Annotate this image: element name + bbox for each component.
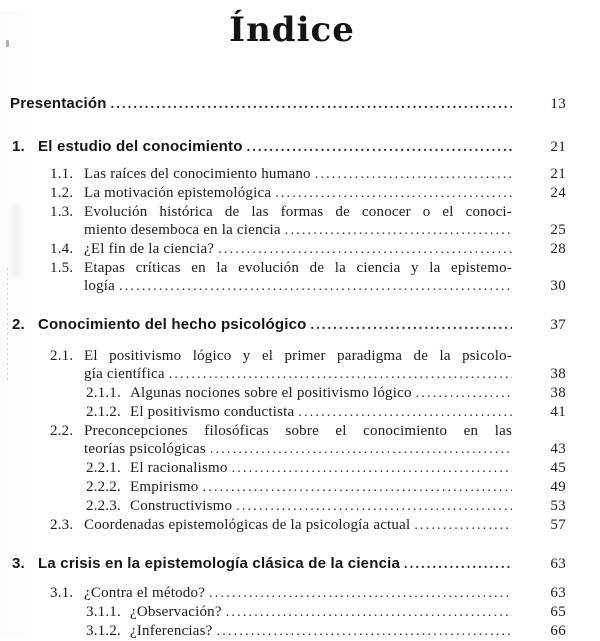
page-number: 45 xyxy=(550,460,566,476)
entry-title: ¿Contra el método? xyxy=(84,585,206,601)
entry-number: 1.4. xyxy=(50,241,74,257)
entry-number: 3.1. xyxy=(50,585,74,601)
entry-title: ¿Inferencias? xyxy=(130,623,213,639)
entry-title: Coordenadas epistemológicas de la psicología actual xyxy=(84,517,411,533)
toc-entry-3-1-2 xyxy=(0,622,600,641)
dot-leader xyxy=(247,137,512,158)
page-number: 30 xyxy=(550,278,566,294)
toc-entry-2-3 xyxy=(0,516,600,535)
entry-number: 1.1. xyxy=(50,166,74,182)
page-number: 37 xyxy=(550,317,566,333)
dot-leader xyxy=(202,478,512,497)
dot-leader xyxy=(311,315,513,336)
entry-number: 2.1.2. xyxy=(86,404,121,420)
entry-title: ¿Observación? xyxy=(130,604,222,620)
entry-title: El racionalismo xyxy=(130,460,228,476)
toc-entry-presentacion xyxy=(0,94,600,115)
entry-title: La motivación epistemológica xyxy=(84,185,272,201)
page-number: 28 xyxy=(550,241,566,257)
page-number: 25 xyxy=(550,222,566,238)
page-number: 66 xyxy=(550,623,566,639)
dot-leader xyxy=(315,165,512,184)
entry-title: Algunas nociones sobre el positivismo lógico xyxy=(130,385,412,401)
entry-number: 2.2.3. xyxy=(86,498,121,514)
entry-number: 2.2.1. xyxy=(86,460,121,476)
page-number: 43 xyxy=(550,441,566,457)
entry-number: 1.5. xyxy=(50,260,74,276)
toc-entry-2-2 xyxy=(0,422,600,440)
dot-leader xyxy=(226,603,512,622)
entry-title-line1: Etapas críticas en la evolución de la ciencia y la epistemo- xyxy=(84,260,512,276)
dot-leader xyxy=(111,94,512,115)
entry-number: 1.2. xyxy=(50,185,74,201)
entry-title: Presentación xyxy=(10,95,107,112)
toc-entry-1-3 xyxy=(0,203,600,221)
page-number: 63 xyxy=(550,556,566,572)
entry-number: 3.1.1. xyxy=(86,604,121,620)
dot-leader xyxy=(236,497,512,516)
page-number: 57 xyxy=(550,517,566,533)
entry-title-line2: logía xyxy=(84,278,115,294)
dot-leader xyxy=(298,403,512,422)
toc-entry-2-1-1 xyxy=(0,384,600,403)
dot-leader xyxy=(218,240,512,259)
page-number: 24 xyxy=(550,185,566,201)
toc-entry-2-2-cont xyxy=(0,440,600,459)
dot-leader xyxy=(232,459,512,478)
toc-entry-2-2-3 xyxy=(0,497,600,516)
page-number: 13 xyxy=(550,96,566,112)
dot-leader xyxy=(217,622,512,641)
entry-number: 1. xyxy=(12,138,25,155)
entry-number: 2.1.1. xyxy=(86,385,121,401)
toc-entry-2-1-cont xyxy=(0,365,600,384)
toc-entry-chapter-2 xyxy=(0,315,600,336)
dot-leader xyxy=(416,384,512,403)
toc-entry-2-2-1 xyxy=(0,459,600,478)
entry-title: El positivismo conductista xyxy=(130,404,295,420)
entry-title-line2: gía científica xyxy=(84,366,165,382)
entry-number: 3. xyxy=(12,555,25,572)
entry-number: 2. xyxy=(12,316,25,333)
entry-number: 2.3. xyxy=(50,517,74,533)
page-number: 38 xyxy=(550,366,566,382)
dot-leader xyxy=(209,584,512,603)
page-title: Índice xyxy=(229,10,355,50)
entry-number: 2.1. xyxy=(50,348,74,364)
page-number: 38 xyxy=(550,385,566,401)
entry-title: Empirismo xyxy=(130,479,199,495)
entry-title: Conocimiento del hecho psicológico xyxy=(38,316,307,333)
scan-artifact xyxy=(12,206,20,276)
toc-entry-3-1-1 xyxy=(0,603,600,622)
entry-title-line1: Evolución histórica de las formas de conocer o el conoci- xyxy=(84,204,512,220)
dot-leader xyxy=(285,221,512,240)
toc-entry-chapter-1 xyxy=(0,137,600,158)
entry-title-line2: miento desemboca en la ciencia xyxy=(84,222,281,238)
page-number: 53 xyxy=(550,498,566,514)
toc-entry-1-2 xyxy=(0,184,600,203)
entry-number: 2.2.2. xyxy=(86,479,121,495)
entry-number: 3.1.2. xyxy=(86,623,121,639)
dot-leader xyxy=(414,516,512,535)
page-number: 21 xyxy=(550,139,566,155)
toc-entry-2-1-2 xyxy=(0,403,600,422)
page-number: 63 xyxy=(550,585,566,601)
toc-entry-1-4 xyxy=(0,240,600,259)
entry-title: Las raíces del conocimiento humano xyxy=(84,166,311,182)
page-number: 65 xyxy=(550,604,566,620)
dot-leader xyxy=(275,184,512,203)
entry-number: 1.3. xyxy=(50,204,74,220)
toc-entry-3-1 xyxy=(0,584,600,603)
dot-leader xyxy=(210,440,512,459)
entry-title: La crisis en la epistemología clásica de la ciencia xyxy=(38,555,401,572)
toc-entry-1-1 xyxy=(0,165,600,184)
toc-entry-1-5-cont xyxy=(0,277,600,296)
scan-artifact xyxy=(7,268,8,380)
entry-title-line2: teorías psicológicas xyxy=(84,441,206,457)
toc-entry-2-1 xyxy=(0,347,600,365)
page-number: 41 xyxy=(550,404,566,420)
page-number: 49 xyxy=(550,479,566,495)
entry-number: 2.2. xyxy=(50,423,74,439)
dot-leader xyxy=(169,365,512,384)
entry-title-line1: El positivismo lógico y el primer paradigma de la psicolo- xyxy=(84,348,512,364)
page-number: 21 xyxy=(550,166,566,182)
toc-entry-1-3-cont xyxy=(0,221,600,240)
entry-title: ¿El fin de la ciencia? xyxy=(84,241,215,257)
dot-leader xyxy=(119,277,512,296)
toc-entry-chapter-3 xyxy=(0,554,600,575)
entry-title-line1: Preconcepciones filosóficas sobre el conocimiento en las xyxy=(84,423,512,439)
toc-entry-2-2-2 xyxy=(0,478,600,497)
entry-title: El estudio del conocimiento xyxy=(38,138,243,155)
entry-title: Constructivismo xyxy=(130,498,233,514)
scanned-index-page xyxy=(0,10,600,639)
toc-entry-1-5 xyxy=(0,259,600,277)
dot-leader xyxy=(404,554,512,575)
